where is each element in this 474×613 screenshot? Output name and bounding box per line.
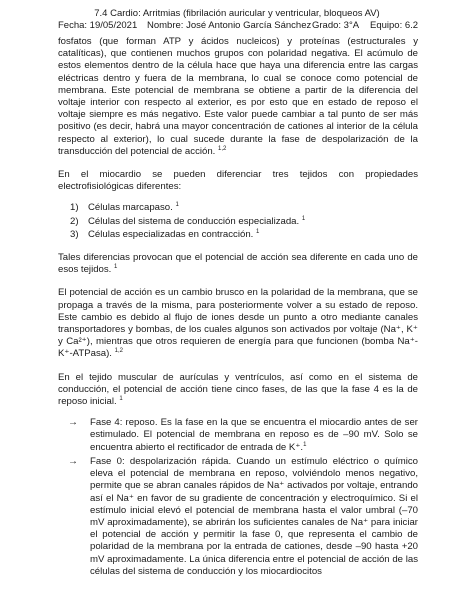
list-item: 1) Células marcapaso. $^1$ [70,202,179,214]
arrow-icon: → [68,417,78,429]
document-body [58,36,418,580]
phase-list [58,417,418,578]
paragraph-myocardium-tissues: En el miocardio se pueden diferenciar tres tejidos con propiedades electrofisiológicas diferentes: [58,169,418,193]
list-item: → Fase 4: reposo. Es la fase en la que se encuentra el miocardio antes de ser estimulado. El potencial de membrana en reposo es de –90 mV. Solo se encuentra abierto el rectificador de entrada de K⁺.$^1$ [68,417,418,453]
paragraph-action-potential: El potencial de acción es un cambio brusco en la polaridad de la membrana, que se propaga a través de la misma, para posteriormente volver a su estado de reposo. Este cambio es debido al flujo de iones desde un punto a otro mediante canales transportadores y bombas, de los cuales algunos son activados por voltaje (Na⁺, K⁺ y Ca²⁺), mientras que otros requieren de energía para que funcionen (bomba Na⁺- K⁺-ATPasa). $^{1,2}$ [58,287,418,360]
paragraph-differences: Tales diferencias provocan que el potencial de acción sea diferente en cada uno de esos tejidos. $^1$ [58,252,418,276]
citation: 1 [303,441,307,448]
citation: 1 [119,395,123,402]
grade-field: Grado: 3°A [312,20,360,31]
paragraph-membrane-potential: fosfatos (que forman ATP y ácidos nucleicos) y proteínas (estructurales y catalíticas), que contienen muchos grupos con polaridad negativa. El acúmulo de estos elementos dentro de la célula hace que haya una diferencia entre las cargas eléctricas dentro y fuera de la membrana, lo cual se conoce como potencial de membrana. Este potencial de membrana se obtiene a partir de la diferencia del voltaje interior con respecto al exterior, es por esto que en estado de reposo el voltaje siempre es más negativo. Este valor puede cambiar a tal punto de ser más positivo (es decir, habrá una mayor concentración de cationes al interior de la célula respecto al exterior), lo cual sucede durante la fase de despolarización de la transducción del potencial de acción. $^{1,2}$ [58,36,418,157]
citation: 1,2 [218,145,227,152]
citation: 1 [256,228,260,235]
team-field: Equipo: 6.2 [370,20,419,31]
document-title: 7.4 Cardio: Arritmias (fibrilación auricular y ventricular, bloqueos AV) [94,8,380,19]
citation: 1,2 [114,348,123,355]
citation: 1 [175,202,179,209]
citation: 1 [114,264,118,271]
document-header [0,8,474,32]
citation: 1 [301,215,306,222]
list-item: 3) Células especializadas en contracción. $^1$ [70,228,260,240]
paragraph-phases-intro: En el tejido muscular de aurículas y ventrículos, así como en el sistema de conducción, el potencial de acción tiene cinco fases, de las que la fase 4 es la de reposo inicial. $^1$ [58,371,418,408]
date-field: Fecha: 19/05/2021 [58,20,138,31]
tissue-list [58,202,418,241]
list-item: 2) Células del sistema de conducción especializada. $^1$ [70,215,306,227]
list-item: → Fase 0: despolarización rápida. Cuando un estímulo eléctrico o químico eleva el potencial de membrana en reposo, volviéndolo menos negativo, permite que se abran canales rápidos de Na⁺ activados por voltaje, entrando así el Na⁺ en favor de su gradiente de concentración y electroquímico. Si el estímulo inicial elevó el potencial de membrana hasta el valor umbral (–70 mV aproximadamente), se abrirán los suficientes canales de Na⁺ para iniciar el potencial de acción y permitir la fase 0, que representa el cambio de polaridad de la membrana por la entrada de cationes, desde –90 hasta +20 mV aproximadamente. La única diferencia entre el potencial de acción de las células del sistema de conducción y los miocardiocitos [68,455,418,577]
name-field: Nombre: José Antonio García Sánchez [147,20,312,31]
document-meta [0,20,474,32]
arrow-icon: → [68,455,78,467]
